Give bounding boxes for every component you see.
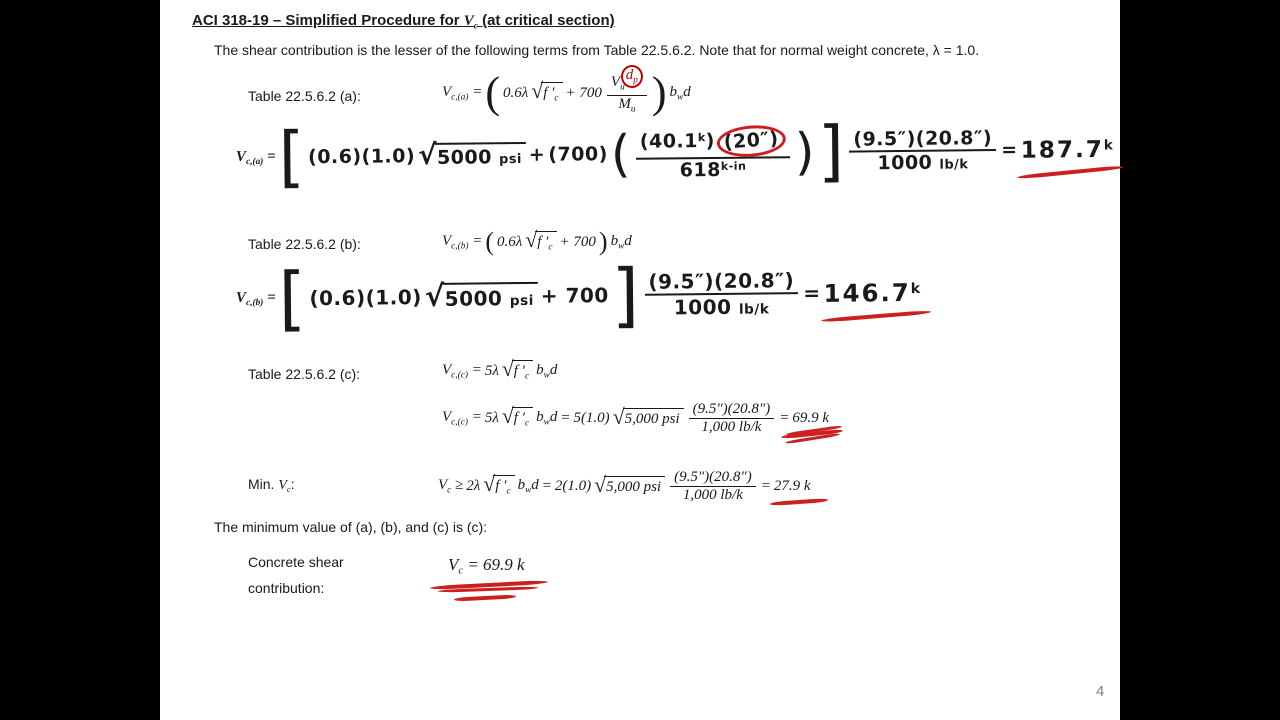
eq-a-sqrt: √ f $'_c$ <box>531 82 562 103</box>
eq-b-hand-unit-fraction: $\frac{(9.5'')(20.8'')}{1000 lb/k}$ <box>644 268 798 320</box>
title-vc-sub: c <box>473 21 478 32</box>
eq-c-bwd: $b_wd$ <box>536 361 558 381</box>
hand-bracket-open: [ <box>278 257 307 340</box>
eq-min-bwd: $b_wd$ <box>517 476 539 496</box>
eq-c2-sqrt: √ f $'_c$ <box>502 407 533 428</box>
eq-min-equals: = <box>541 477 552 494</box>
eq-b-hand-plus: + 700 <box>540 283 609 308</box>
title-text-pre: ACI 318-19 – Simplified Procedure for <box>192 12 464 29</box>
eq-c2-coef: 5λ <box>484 409 499 426</box>
eq-a-hand-sqrt: √ 5000 psi <box>418 142 526 169</box>
red-underline-annotation <box>821 309 931 322</box>
eq-b-bwd: $b_wd$ <box>610 232 632 252</box>
big-paren-close: ) <box>651 68 667 118</box>
eq-min-coef: 2λ <box>466 477 481 494</box>
equation-c-calculation <box>442 392 829 444</box>
result-final: $V_c = 69.9$ k <box>448 555 525 577</box>
eq-a-bwd: $b_wd$ <box>669 83 691 103</box>
title-vc-var: V <box>463 13 474 29</box>
table-c-label: Table 22.5.6.2 (c): <box>248 366 361 382</box>
result-min: 27.9 k <box>774 478 811 495</box>
eq-c2-bwd: $b_wd$ <box>536 408 558 428</box>
eq-min-equals3: = <box>760 477 771 494</box>
eq-b-hand-sqrt: √ 5000 psi <box>425 282 538 311</box>
red-underline-annotation <box>454 594 516 601</box>
page-number: 4 <box>1096 683 1105 700</box>
hand-paren-open: ( <box>610 123 632 184</box>
table-a-label: Table 22.5.6.2 (a): <box>248 88 361 104</box>
eq-c2-equals: = <box>560 409 571 426</box>
eq-min-sqrt: √ f $'_c$ <box>483 475 514 496</box>
eq-b-sqrt: √ f $'_c$ <box>525 231 556 252</box>
equation-min <box>438 460 810 512</box>
result-c: 69.9 k <box>792 410 829 427</box>
equation-c-definition <box>442 356 557 386</box>
eq-a-hand-equals: = <box>1001 138 1018 161</box>
conclusion-line: The minimum value of (a), (b), and (c) is (c): <box>214 519 488 535</box>
eq-c2-sqrt2: √ 5,000 psi <box>613 408 684 428</box>
hand-bracket-close: ] <box>817 111 845 190</box>
eq-b-coef: 0.6λ <box>497 233 523 250</box>
eq-min-factors: 2(1.0) <box>554 477 592 494</box>
eq-min-sqrt2: √ 5,000 psi <box>594 476 665 496</box>
eq-a-plus: + 700 <box>565 84 602 101</box>
red-underline-annotation <box>770 498 828 506</box>
eq-c2-fraction: $\frac{(9.5")(20.8")}{1,000 lb/k}$ <box>689 401 775 436</box>
eq-c2-factors: 5(1.0) <box>573 409 610 426</box>
eq-a-hand-lhs: $V_{c,(a)}$ = <box>235 148 276 168</box>
hand-bracket-open: [ <box>278 117 306 196</box>
slide-canvas <box>160 0 1120 720</box>
hand-paren-close: ) <box>794 122 816 182</box>
result-a: 187.7$^k$ <box>1020 135 1115 163</box>
eq-a-hand-plus: + <box>528 143 546 166</box>
red-underline-annotation <box>1017 165 1123 179</box>
eq-min-lhs: $V_c$ ≥ <box>438 476 464 496</box>
eq-a-lhs: $V_{c,(a)}$ = <box>442 83 483 103</box>
eq-b-hand-lhs: $V_{c,(b)}$ = <box>235 289 276 309</box>
equation-b-handwritten <box>236 247 923 344</box>
concrete-shear-label: Concrete shear contribution: <box>248 554 344 596</box>
intro-text: The shear contribution is the lesser of the following terms from Table 22.5.6.2. Note that for normal weight concrete, λ = 1.0. <box>214 42 980 58</box>
eq-b-plus: + 700 <box>559 233 596 250</box>
paren-open: ( <box>485 226 495 256</box>
eq-b-hand-equals: = <box>803 280 821 306</box>
eq-c2-lhs: $V_{c,(c)}$ = <box>442 408 482 428</box>
eq-c-lhs: $V_{c,(c)}$ = <box>442 361 482 381</box>
eq-a-fraction: $\frac{V_ud_p}{M_u}$ <box>607 72 647 115</box>
eq-a-hand-700: (700) <box>548 143 608 166</box>
eq-a-hand-inner-fraction: $\frac{(40.1^k) (20'')}{618^{k-in}}$ <box>636 125 790 182</box>
dp-red-circle-annotation: $d_p$ <box>621 65 643 88</box>
min-vc-label: Min. $V_c$: <box>248 476 295 495</box>
eq-c-sqrt: √ f $'_c$ <box>502 360 533 381</box>
result-b: 146.7$^k$ <box>823 277 922 307</box>
slide-title <box>192 12 615 31</box>
title-text-post: (at critical section) <box>477 12 615 29</box>
red-circle-20in-annotation: (20″) <box>716 122 787 158</box>
table-b-label: Table 22.5.6.2 (b): <box>248 236 361 252</box>
eq-b-hand-factors: (0.6)(1.0) <box>309 285 422 311</box>
big-paren-open: ( <box>485 68 500 118</box>
paren-close: ) <box>598 226 608 256</box>
eq-c-coef: 5λ <box>484 362 499 379</box>
equation-a-handwritten <box>236 103 1116 204</box>
eq-b-lhs: $V_{c,(b)}$ = <box>442 232 483 252</box>
eq-a-coef: 0.6λ <box>503 84 529 101</box>
eq-a-hand-factors: (0.6)(1.0) <box>307 145 416 169</box>
eq-min-fraction: $\frac{(9.5")(20.8")}{1,000 lb/k}$ <box>670 469 756 504</box>
final-result <box>448 553 525 579</box>
eq-c2-equals3: = <box>779 409 790 426</box>
hand-bracket-close: ] <box>611 253 641 336</box>
eq-a-hand-unit-fraction: $\frac{(9.5'')(20.8'')}{1000 lb/k}$ <box>849 127 996 175</box>
